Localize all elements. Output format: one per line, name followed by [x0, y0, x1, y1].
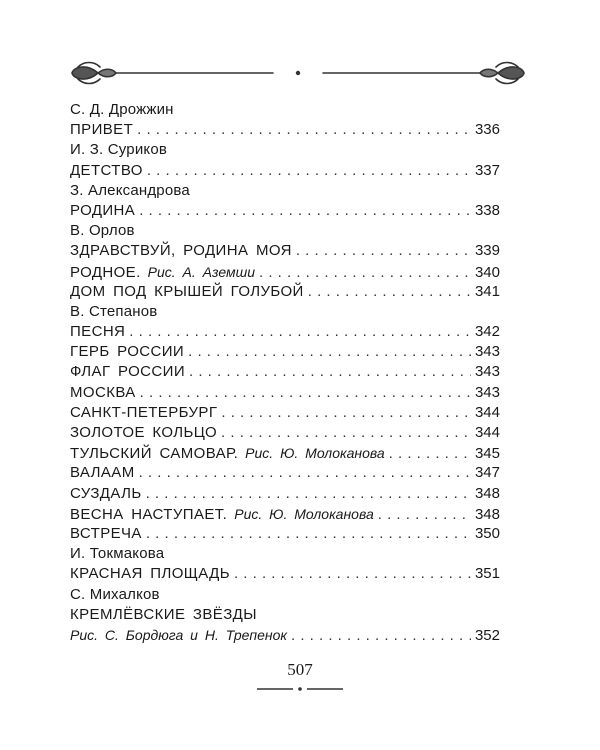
- entry-title: ТУЛЬСКИЙ САМОВАР.: [70, 445, 239, 463]
- toc-entry[interactable]: [70, 403, 500, 423]
- page-number: 347: [474, 464, 500, 482]
- entry-title: ДЕТСТВО: [70, 161, 143, 179]
- illustrator-credit: Рис. А. Аземши: [147, 263, 255, 280]
- dot-leader: [139, 463, 471, 483]
- entry-title: МОСКВА: [70, 383, 136, 401]
- dot-leader: [188, 342, 471, 362]
- dot-leader: [147, 161, 471, 181]
- toc-entry[interactable]: [70, 564, 500, 584]
- dot-leader: [129, 322, 471, 342]
- entry-title: ФЛАГ РОССИИ: [70, 363, 186, 381]
- dot-leader: [146, 484, 471, 504]
- page-number: 350: [474, 524, 500, 542]
- page-number: 344: [474, 424, 500, 441]
- page-number: 343: [474, 383, 500, 401]
- illustrator-credit: Рис. Ю. Молоканова: [245, 445, 385, 462]
- entry-title: СУЗДАЛЬ: [70, 484, 142, 502]
- toc-entry[interactable]: [70, 322, 500, 342]
- entry-title: КРАСНАЯ ПЛОЩАДЬ: [70, 565, 230, 583]
- entry-title: ВСТРЕЧА: [70, 524, 142, 542]
- toc-entry[interactable]: [70, 241, 500, 261]
- page-number: 338: [474, 201, 500, 219]
- dot-leader: [234, 564, 471, 584]
- dot-leader: [137, 120, 471, 140]
- page-number: 344: [474, 403, 500, 421]
- toc-entry[interactable]: [70, 423, 500, 443]
- toc-entry[interactable]: [70, 161, 500, 181]
- entry-title: ГЕРБ РОССИИ: [70, 343, 185, 361]
- toc-entry[interactable]: [70, 282, 500, 302]
- author-name: И. З. Суриков: [70, 141, 168, 159]
- dot-leader: [221, 403, 471, 423]
- table-of-contents: [70, 100, 500, 645]
- toc-entry[interactable]: [70, 463, 500, 483]
- page-number: 336: [474, 121, 500, 139]
- page-number: 345: [474, 445, 500, 463]
- entry-title: ПЕСНЯ: [70, 323, 126, 341]
- header-ornament: [68, 58, 528, 88]
- page-number: 343: [474, 363, 500, 381]
- toc-entry[interactable]: [70, 625, 500, 645]
- folio-ornament: [255, 686, 345, 692]
- dot-leader: [389, 444, 471, 464]
- page-number: 337: [474, 161, 500, 179]
- author-name: В. Степанов: [70, 302, 158, 320]
- dot-leader: [291, 626, 471, 646]
- dot-leader: [140, 383, 471, 403]
- dot-leader: [189, 362, 471, 382]
- page-number: 351: [474, 565, 500, 583]
- author-name: В. Орлов: [70, 222, 135, 240]
- author-name: И. Токмакова: [70, 545, 165, 563]
- page-number: 342: [474, 323, 500, 341]
- illustrator-credit: Рис. С. Бордюга и Н. Трепенок: [70, 626, 287, 643]
- entry-title: ДОМ ПОД КРЫШЕЙ ГОЛУБОЙ: [70, 282, 304, 300]
- entry-title: САНКТ-ПЕТЕРБУРГ: [70, 403, 218, 421]
- dot-leader: [308, 282, 471, 302]
- page-number: 348: [474, 505, 500, 523]
- page-number: 340: [474, 263, 500, 281]
- author-name: З. Александрова: [70, 181, 190, 199]
- illustrator-credit: Рис. Ю. Молоканова: [234, 505, 374, 522]
- author-name: С. Михалков: [70, 585, 160, 603]
- toc-entry[interactable]: [70, 504, 500, 524]
- toc-entry[interactable]: [70, 362, 500, 382]
- page-number: 352: [474, 626, 500, 644]
- entry-title: КРЕМЛЁВСКИЕ ЗВЁЗДЫ: [70, 605, 257, 623]
- dot-leader: [296, 241, 471, 261]
- page-number: 348: [474, 484, 500, 502]
- page-folio-number: 507: [287, 660, 313, 679]
- page-number: 341: [474, 282, 500, 300]
- author-name: С. Д. Дрожжин: [70, 101, 174, 118]
- toc-entry[interactable]: [70, 443, 500, 463]
- toc-entry[interactable]: [70, 605, 500, 625]
- dot-leader: [378, 505, 471, 525]
- entry-title: РОДНОЕ.: [70, 263, 141, 281]
- entry-title: ВЕСНА НАСТУПАЕТ.: [70, 505, 228, 523]
- entry-title: ЗДРАВСТВУЙ, РОДИНА МОЯ: [70, 242, 292, 260]
- entry-title: ПРИВЕТ: [70, 121, 134, 139]
- toc-entry[interactable]: [70, 342, 500, 362]
- dot-leader: [259, 263, 471, 283]
- entry-title: ВАЛААМ: [70, 464, 135, 482]
- dot-leader: [139, 201, 471, 221]
- toc-entry[interactable]: [70, 383, 500, 403]
- toc-entry[interactable]: [70, 201, 500, 221]
- dot-leader: [146, 524, 471, 544]
- toc-entry[interactable]: [70, 120, 500, 140]
- entry-title: РОДИНА: [70, 201, 136, 219]
- toc-entry[interactable]: [70, 262, 500, 282]
- dot-leader: [221, 423, 471, 443]
- toc-entry[interactable]: [70, 484, 500, 504]
- page-number: 343: [474, 343, 500, 361]
- entry-title: ЗОЛОТОЕ КОЛЬЦО: [70, 424, 218, 441]
- toc-entry[interactable]: [70, 524, 500, 544]
- page-number: 339: [474, 242, 500, 260]
